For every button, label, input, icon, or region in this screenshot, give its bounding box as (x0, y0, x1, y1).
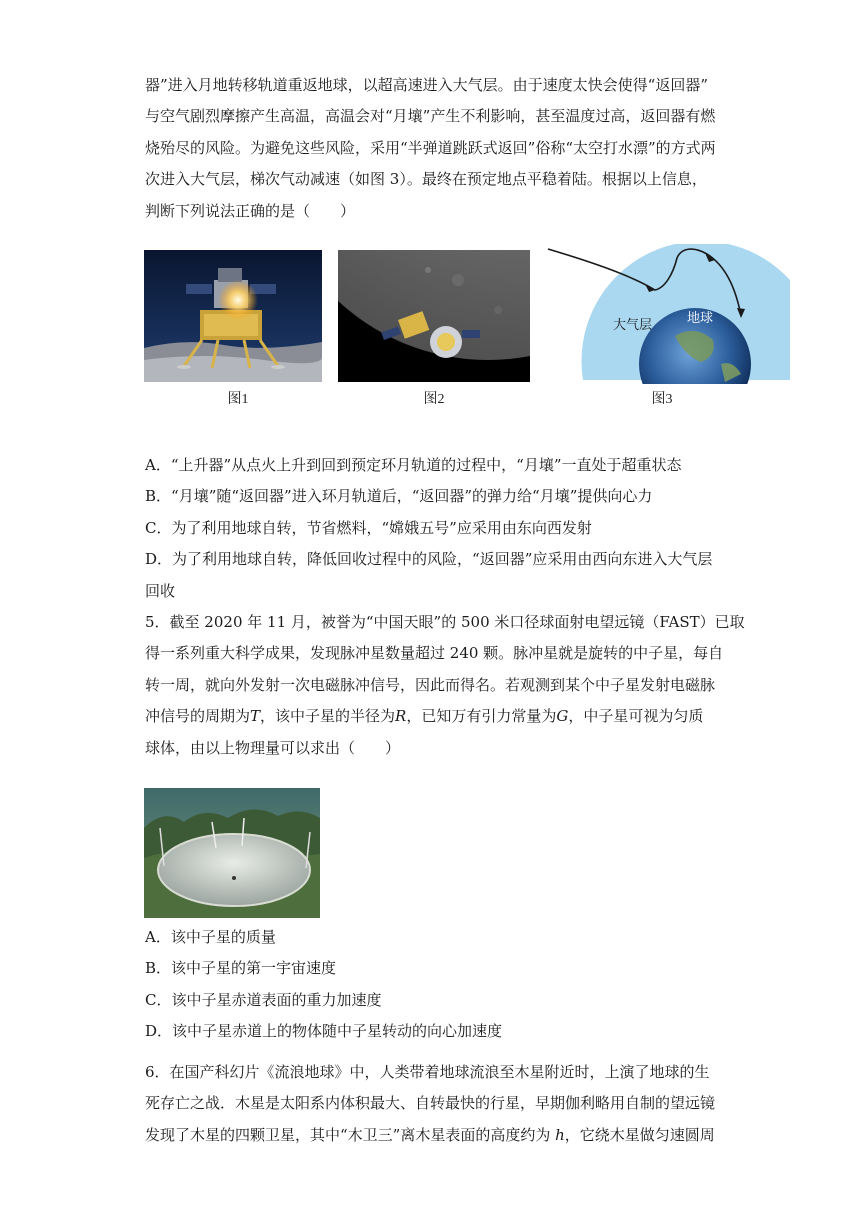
stem-line: 5．截至 2020 年 11 月，被誉为“中国天眼”的 500 米口径球面射电望远镜（FAST）已取 (145, 613, 745, 631)
stem-line: 得一系列重大科学成果，发现脉冲星数量超过 240 颗。脉冲星就是旋转的中子星，每自 (145, 644, 724, 663)
figure-3-caption: 图3 (651, 392, 673, 407)
stem-line: 次进入大气层，梯次气动减速（如图 3）。最终在预定地点平稳着陆。根据以上信息， (145, 170, 707, 189)
lander-illustration (144, 250, 322, 382)
question4-stem (145, 70, 720, 227)
text-segment: ，中子星可视为匀质 (568, 707, 704, 726)
text-segment: ，已知万有引力常量为 (406, 707, 557, 726)
option-a: A．“上升器”从点火上升到回到预定环月轨道的过程中，“月壤”一直处于超重状态 (145, 456, 682, 474)
figure-1-caption: 图1 (227, 392, 249, 407)
option-b: B．该中子星的第一宇宙速度 (145, 959, 337, 978)
stem-line: 判断下列说法正确的是（ ） (145, 201, 356, 220)
docking-illustration (338, 250, 530, 382)
stem-line (145, 1120, 745, 1151)
question5-options (145, 922, 745, 1048)
option-c: C．为了利用地球自转，节省燃料，“嫦娥五号”应采用由东向西发射 (145, 518, 592, 537)
question4-options (145, 450, 745, 607)
variable-h: h (555, 1125, 565, 1144)
figure-1-lander-image (144, 250, 322, 382)
stem-line: 6．在国产科幻片《流浪地球》中，人类带着地球流浪至木星附近时，上演了地球的生 (145, 1063, 710, 1081)
text-segment: ，它绕木星做匀速圆周 (564, 1125, 715, 1144)
text-segment: 冲信号的周期为 (145, 707, 251, 726)
option-b: B．“月壤”随“返回器”进入环月轨道后，“返回器”的弹力给“月壤”提供向心力 (145, 487, 653, 506)
stem-line: 烧殆尽的风险。为避免这些风险，采用“半弹道跳跃式返回”俗称“太空打水漂”的方式两 (145, 138, 716, 157)
question5-stem (145, 607, 745, 764)
stem-line: 死存亡之战．木星是太阳系内体积最大、自转最快的行星，早期伽利略用自制的望远镜 (145, 1094, 716, 1113)
text-segment: 发现了木星的四颗卫星，其中“木卫三”离木星表面的高度约为 (145, 1125, 556, 1144)
text-segment: ，该中子星的半径为 (260, 707, 396, 726)
option-a: A．该中子星的质量 (145, 928, 276, 946)
option-d: D．该中子星赤道上的物体随中子星转动的向心加速度 (145, 1022, 503, 1041)
stem-line: 球体，由以上物理量可以求出（ ） (145, 738, 401, 757)
option-d-continuation: 回收 (145, 581, 176, 600)
variable-r: R (395, 707, 407, 726)
fast-telescope-image (144, 788, 320, 918)
variable-g: G (556, 707, 569, 726)
option-c: C．该中子星赤道表面的重力加速度 (145, 990, 382, 1009)
atmosphere-label: 大气层 (613, 318, 653, 333)
variable-t: T (250, 707, 261, 726)
stem-line: 与空气剧烈摩擦产生高温，高温会对“月壤”产生不利影响，甚至温度过高，返回器有燃 (145, 107, 716, 126)
telescope-illustration (144, 788, 320, 918)
trajectory-illustration (545, 244, 790, 384)
stem-line (145, 701, 745, 732)
figure-2-docking-image (338, 250, 530, 382)
stem-line: 转一周，就向外发射一次电磁脉冲信号，因此而得名。若观测到某个中子星发射电磁脉 (145, 675, 716, 694)
option-d: D．为了利用地球自转，降低回收过程中的风险，“返回器”应采用由西向东进入大气层 (145, 550, 713, 569)
figure-3-trajectory-diagram (545, 244, 790, 384)
earth-label: 地球 (687, 311, 714, 326)
figure-2-caption: 图2 (423, 392, 445, 407)
stem-line: 器”进入月地转移轨道重返地球，以超高速进入大气层。由于速度太快会使得“返回器” (145, 76, 709, 94)
question6-stem (145, 1057, 745, 1151)
